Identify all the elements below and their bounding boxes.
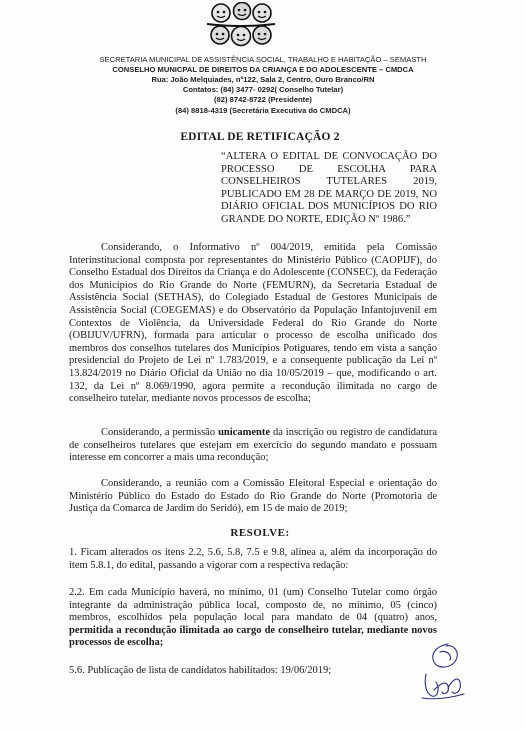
paragraph-considerando-3: Considerando, a reunião com a Comissão Eleitoral Especial e orientação do Ministério Público do Estado do Estado do Rio Grande do Norte (Promotoria de Justiça da Comarca de Jardim do Seridó), em 15 de maio de 2019; [69,478,437,515]
header-contact-secretaria: (84) 8818-4319 (Secretária Executiva do CMDCA) [175,106,351,115]
header-address: Rua: João Melquiades, nº122, Sala 2, Centro, Ouro Branco/RN [151,75,375,84]
paragraph-item-5-6: 5.6. Publicação de lista de candidatos habilitados: 19/06/2019; [69,665,332,676]
header-conselho: CONSELHO MUNICPAL DE DIREITOS DA CRIANÇA E DO ADOLESCENTE – CMDCA [112,65,414,74]
document-title: EDITAL DE RETIFICAÇÃO 2 [180,131,340,143]
paragraph-considerando-1: Considerando, o Informativo nº 004/2019, emitida pela Comissão Interinstitucional composta por representantes do Ministério Público (CAOPIJF), do Conselho Estadual dos Direitos da Criança e do Adolescente (CONSEC), da Federação dos Municípios do Rio Grande do Norte (FEMURN), da Secretaria Estadual de Assistência Social (SETHAS), do Colegiado Estadual de Gestores Municipais de Assistência Social (COEGEMAS) e do Observatório da População Infantojuvenil em Contextos de Violência, da Universidade Federal do Rio Grande do Norte (OBIJUV/UFRN), formada para articular o processo de escolha unificado dos membros dos conselhos tutelares dos Municípios Potiguares, tendo em vista a sanção presidencial do Projeto de Lei nº 1.783/2019, e a consequente publicação da Lei nº 13.824/2019 no Diário Oficial da União no dia 10/05/2019 – que, modificando o art. 132, da Lei nº 8.069/1990, agora permite a recondução ilimitada no cargo de conselheiro tutelar, mediante novos processos de escolha; [69,242,437,405]
cmdca-logo [203,2,279,50]
paragraph-item-2-2: 2.2. Em cada Município haverá, no mínimo, 01 (um) Conselho Tutelar como órgão integrante da administração pública local, composto de, no mínimo, 05 (cinco) membros, escolhidos pela população local para mandato de 04 (quatro) anos, permitida a recondução ilimitada ao cargo de conselheiro tutelar, mediante novos processos de escolha; [69,587,437,649]
resolve-heading: RESOLVE: [230,527,290,539]
paragraph-item-1: 1. Ficam alterados os itens 2.2, 5.6, 5.8, 7.5 e 9.8, alinea a, além da incorporação do item 5.8.1, do edital, passando a vigorar com a respectiva redação: [69,547,437,571]
handwritten-signature [418,640,466,702]
ementa-quote: “ALTERA O EDITAL DE CONVOCAÇÃO DO PROCESSO DE ESCOLHA PARA CONSELHEIROS TUTELARES 2019, PUBLICADO EM 28 DE MARÇO DE 2019, NO DIÁRIO OFICIAL DOS MUNICÍPIOS DO RIO GRANDE DO NORTE, EDIÇÃO Nº 1986.” [221,151,437,225]
header-contact-tutelar: Contatos: (84) 3477- 0292( Conselho Tutelar) [182,85,344,94]
header-contact-presidente: (82) 8742-8722 (Presidente) [214,95,312,104]
header-secretaria: SECRETARIA MUNICIPAL DE ASSISTÊNCIA SOCIAL, TRABALHO E HABITAÇÃO – SEMASTH [99,55,427,64]
paragraph-considerando-2: Considerando, a permissão unicamente da inscrição ou registro de candidatura de conselheiros tutelares que estejam em exercício do segundo mandato e possuam interesse em concorrer a mais uma recondução; [69,427,437,464]
